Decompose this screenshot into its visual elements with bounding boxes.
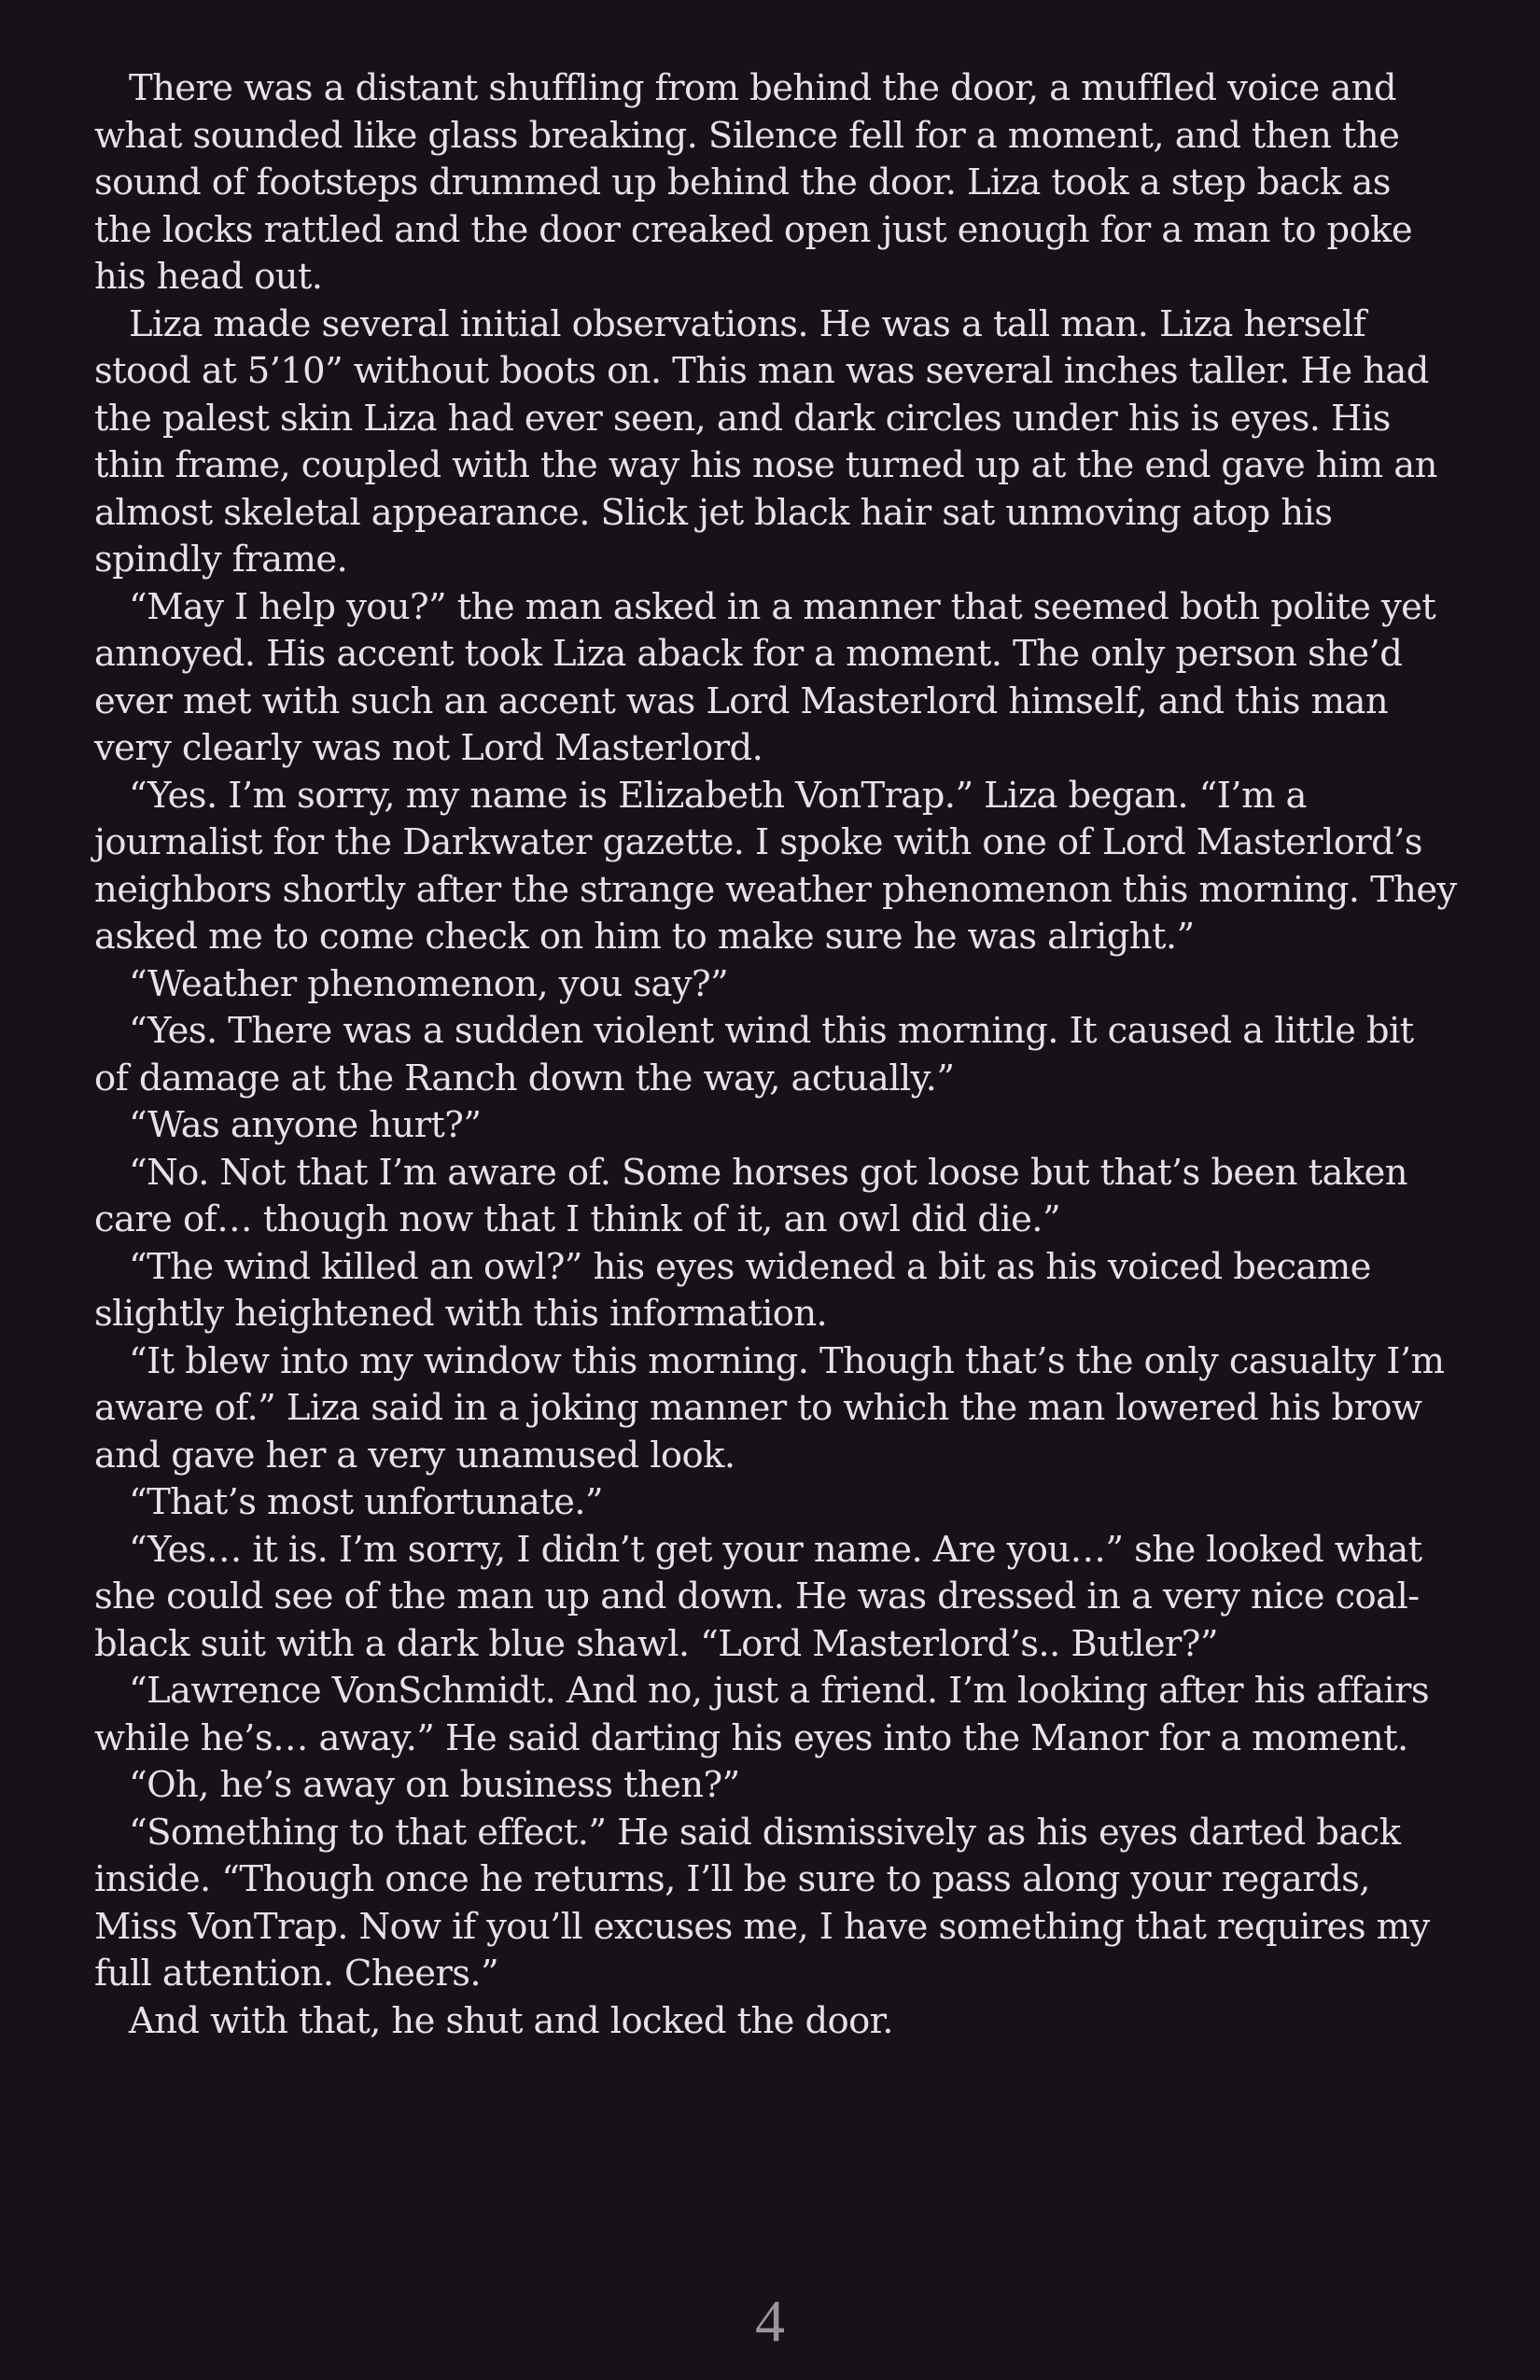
paragraph: And with that, he shut and locked the door. <box>129 1999 893 2042</box>
paragraph: “The wind killed an owl?” his eyes widened a bit as his voiced became slightly heightened with this information. <box>94 1245 1371 1335</box>
paragraph: “Something to that effect.” He said dismissively as his eyes darted back inside. “Though once he returns, I’ll be sure to pass along your regards, Miss VonTrap. Now if you’ll excuses me, I have something that requires my full attention. Cheers.” <box>94 1811 1430 1995</box>
paragraph: “Weather phenomenon, you say?” <box>129 962 729 1005</box>
paragraph: “It blew into my window this morning. Though that’s the only casualty I’m aware of.” Liza said in a joking manner to which the man lowered his brow and gave her a very unamused look. <box>94 1339 1445 1477</box>
paragraph: “Yes… it is. I’m sorry, I didn’t get your name. Are you…” she looked what she could see of the man up and down. He was dressed in a very nice coal-black suit with a dark blue shawl. “Lord Masterlord’s.. Butler?” <box>94 1528 1422 1665</box>
paragraph: “Lawrence VonSchmidt. And no, just a friend. I’m looking after his affairs while he’s… away.” He said darting his eyes into the Manor for a moment. <box>94 1670 1429 1759</box>
paragraph: “Yes. There was a sudden violent wind this morning. It caused a little bit of damage at the Ranch down the way, actually.” <box>94 1010 1414 1099</box>
paragraph: “No. Not that I’m aware of. Some horses got loose but that’s been taken care of… though now that I think of it, an owl did die.” <box>94 1151 1407 1240</box>
paragraph: “Oh, he’s away on business then?” <box>129 1764 740 1806</box>
paragraph: There was a distant shuffling from behind the door, a muffled voice and what sounded like glass breaking. Silence fell for a moment, and then the sound of footsteps drummed up behind the door. Liza took a step back as the locks rattled and the door creaked open just enough for a man to poke his head out. <box>94 67 1413 298</box>
paragraph: “Was anyone hurt?” <box>129 1104 482 1146</box>
paragraph: “Yes. I’m sorry, my name is Elizabeth VonTrap.” Liza began. “I’m a journalist for the Darkwater gazette. I spoke with one of Lord Masterlord’s neighbors shortly after the strange weather phenomenon this morning. They asked me to come check on him to make sure he was alright.” <box>94 774 1457 958</box>
paragraph: “May I help you?” the man asked in a manner that seemed both polite yet annoyed. His accent took Liza aback for a moment. The only person she’d ever met with such an accent was Lord Masterlord himself, and this man very clearly was not Lord Masterlord. <box>94 585 1436 769</box>
page-number: 4 <box>755 2288 785 2354</box>
paragraph: Liza made several initial observations. He was a tall man. Liza herself stood at 5’10” without boots on. This man was several inches taller. He had the palest skin Liza had ever seen, and dark circles under his is eyes. His thin frame, coupled with the way his nose turned up at the end gave him an almost skeletal appearance. Slick jet black hair sat unmoving atop his spindly frame. <box>94 302 1437 581</box>
body-text <box>94 65 1457 2045</box>
paragraph: “That’s most unfortunate.” <box>129 1481 603 1523</box>
